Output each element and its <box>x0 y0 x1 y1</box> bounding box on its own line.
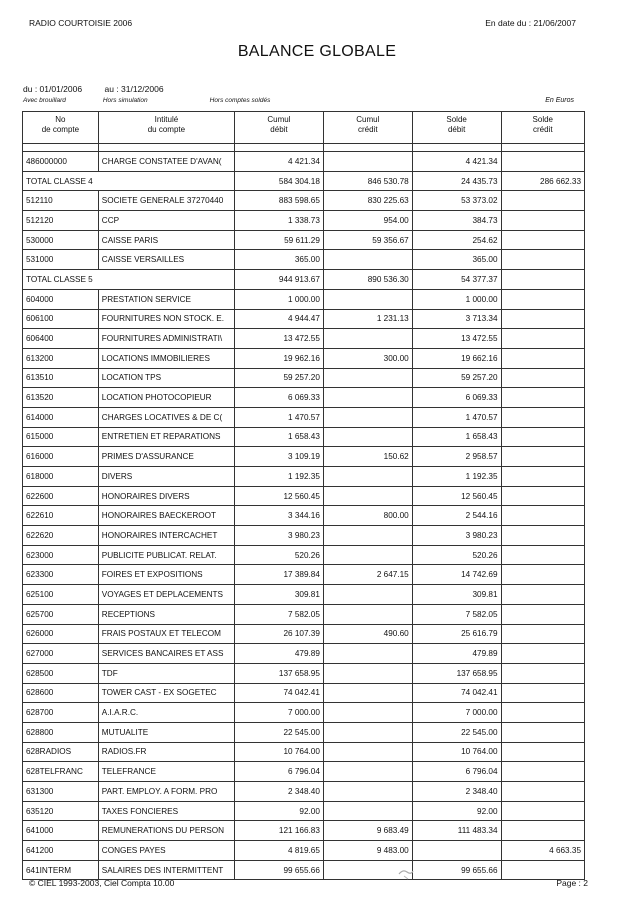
solde-debit-cell: 365.00 <box>412 250 501 270</box>
table-row <box>23 801 585 821</box>
account-label-cell: CHARGE CONSTATEE D'AVAN( <box>98 152 234 172</box>
solde-debit-cell: 92.00 <box>412 801 501 821</box>
account-no-cell: 512120 <box>23 211 99 231</box>
solde-credit-cell <box>501 348 584 368</box>
cumul-debit-cell: 365.00 <box>235 250 324 270</box>
col-header-line1: Cumul <box>267 115 291 124</box>
cumul-debit-cell: 17 389.84 <box>235 565 324 585</box>
account-label-cell: FRAIS POSTAUX ET TELECOM <box>98 624 234 644</box>
solde-debit-cell: 309.81 <box>412 585 501 605</box>
cumul-credit-cell <box>323 427 412 447</box>
col-header-line1: Solde <box>446 115 467 124</box>
solde-credit-cell: 4 663.35 <box>501 841 584 861</box>
cumul-credit-cell <box>323 722 412 742</box>
solde-debit-cell: 53 373.02 <box>412 191 501 211</box>
col-header-solde-credit <box>501 112 584 144</box>
col-header-line2: débit <box>270 125 288 134</box>
account-label-cell: CHARGES LOCATIVES & DE C( <box>98 407 234 427</box>
cumul-debit-cell: 4 944.47 <box>235 309 324 329</box>
period-range <box>23 84 184 94</box>
account-no-cell: 627000 <box>23 644 99 664</box>
account-label-cell: CCP <box>98 211 234 231</box>
cumul-debit-cell: 1 658.43 <box>235 427 324 447</box>
solde-debit-cell: 254.62 <box>412 230 501 250</box>
cumul-credit-cell: 59 356.67 <box>323 230 412 250</box>
account-label-cell: TAXES FONCIERES <box>98 801 234 821</box>
col-header-line2: crédit <box>532 125 553 134</box>
solde-debit-cell: 25 616.79 <box>412 624 501 644</box>
spacer-cell <box>23 144 99 152</box>
table-row <box>23 407 585 427</box>
account-no-cell: 628800 <box>23 722 99 742</box>
table-row <box>23 722 585 742</box>
account-label-cell: RADIOS.FR <box>98 742 234 762</box>
solde-debit-cell: 19 662.16 <box>412 348 501 368</box>
software-credit: © CIEL 1993-2003, Ciel Compta 10.00 <box>29 878 175 888</box>
account-no-cell: 635120 <box>23 801 99 821</box>
cumul-debit-cell: 137 658.95 <box>235 663 324 683</box>
account-label-cell: TELEFRANCE <box>98 762 234 782</box>
cumul-debit-cell: 13 472.55 <box>235 329 324 349</box>
col-header-line1: Solde <box>532 115 553 124</box>
account-label-cell: PRESTATION SERVICE <box>98 289 234 309</box>
cumul-debit-cell: 26 107.39 <box>235 624 324 644</box>
solde-credit-cell <box>501 565 584 585</box>
cumul-credit-cell <box>323 467 412 487</box>
total-row <box>23 270 585 290</box>
cumul-debit-cell: 121 166.83 <box>235 821 324 841</box>
account-label-cell: FOIRES ET EXPOSITIONS <box>98 565 234 585</box>
table-row <box>23 585 585 605</box>
solde-credit-cell <box>501 585 584 605</box>
solde-credit-cell <box>501 545 584 565</box>
cumul-debit-cell: 10 764.00 <box>235 742 324 762</box>
account-label-cell: VOYAGES ET DEPLACEMENTS <box>98 585 234 605</box>
spacer-cell <box>323 144 412 152</box>
cumul-credit-cell <box>323 683 412 703</box>
account-label-cell: HONORAIRES DIVERS <box>98 486 234 506</box>
solde-debit-cell: 1 658.43 <box>412 427 501 447</box>
table-row <box>23 348 585 368</box>
currency-label: En Euros <box>545 97 574 104</box>
cumul-debit-cell: 944 913.67 <box>235 270 324 290</box>
solde-debit-cell <box>412 841 501 861</box>
account-no-cell: 641INTERM <box>23 860 99 880</box>
cumul-debit-cell: 479.89 <box>235 644 324 664</box>
header-spacer-row <box>23 144 585 152</box>
table-row <box>23 545 585 565</box>
account-label-cell: HONORAIRES INTERCACHET <box>98 526 234 546</box>
account-no-cell: 604000 <box>23 289 99 309</box>
cumul-debit-cell: 4 819.65 <box>235 841 324 861</box>
cumul-credit-cell <box>323 152 412 172</box>
cumul-credit-cell <box>323 742 412 762</box>
cumul-credit-cell: 800.00 <box>323 506 412 526</box>
cumul-credit-cell <box>323 762 412 782</box>
solde-credit-cell <box>501 368 584 388</box>
account-no-cell: 641000 <box>23 821 99 841</box>
account-no-cell: 641200 <box>23 841 99 861</box>
cumul-credit-cell: 9 683.49 <box>323 821 412 841</box>
solde-debit-cell: 111 483.34 <box>412 821 501 841</box>
solde-debit-cell: 520.26 <box>412 545 501 565</box>
solde-debit-cell: 10 764.00 <box>412 742 501 762</box>
solde-credit-cell <box>501 289 584 309</box>
cumul-debit-cell: 6 796.04 <box>235 762 324 782</box>
account-no-cell: 614000 <box>23 407 99 427</box>
solde-credit-cell <box>501 270 584 290</box>
cumul-credit-cell: 890 536.30 <box>323 270 412 290</box>
solde-credit-cell <box>501 742 584 762</box>
account-no-cell: 623300 <box>23 565 99 585</box>
account-no-cell: 626000 <box>23 624 99 644</box>
solde-debit-cell: 1 192.35 <box>412 467 501 487</box>
account-no-cell: 628TELFRANC <box>23 762 99 782</box>
solde-credit-cell <box>501 407 584 427</box>
table-row <box>23 762 585 782</box>
col-header-line2: du compte <box>147 125 186 134</box>
table-row <box>23 368 585 388</box>
balance-table <box>22 111 585 880</box>
table-row <box>23 250 585 270</box>
solde-credit-cell <box>501 447 584 467</box>
col-header-line1: No <box>55 115 66 124</box>
cumul-debit-cell: 74 042.41 <box>235 683 324 703</box>
cumul-debit-cell: 59 257.20 <box>235 368 324 388</box>
spacer-cell <box>235 144 324 152</box>
solde-debit-cell: 3 713.34 <box>412 309 501 329</box>
account-no-cell: 613520 <box>23 388 99 408</box>
table-row <box>23 191 585 211</box>
account-label-cell: PUBLICITE PUBLICAT. RELAT. <box>98 545 234 565</box>
solde-credit-cell <box>501 309 584 329</box>
cumul-credit-cell <box>323 526 412 546</box>
cumul-credit-cell: 2 647.15 <box>323 565 412 585</box>
account-label-cell: CONGES PAYES <box>98 841 234 861</box>
total-label-cell: TOTAL CLASSE 4 <box>23 171 235 191</box>
cumul-debit-cell: 59 611.29 <box>235 230 324 250</box>
col-header-cumul-credit <box>323 112 412 144</box>
col-header-line2: de compte <box>41 125 80 134</box>
col-header-line1: Intitulé <box>154 115 179 124</box>
table-row <box>23 467 585 487</box>
cumul-credit-cell: 300.00 <box>323 348 412 368</box>
cumul-debit-cell: 12 560.45 <box>235 486 324 506</box>
solde-credit-cell <box>501 211 584 231</box>
solde-debit-cell: 6 796.04 <box>412 762 501 782</box>
cumul-debit-cell: 1 000.00 <box>235 289 324 309</box>
solde-debit-cell: 479.89 <box>412 644 501 664</box>
solde-debit-cell: 7 582.05 <box>412 604 501 624</box>
solde-credit-cell <box>501 230 584 250</box>
cumul-debit-cell: 4 421.34 <box>235 152 324 172</box>
account-label-cell: LOCATION PHOTOCOPIEUR <box>98 388 234 408</box>
cumul-credit-cell <box>323 585 412 605</box>
solde-debit-cell: 12 560.45 <box>412 486 501 506</box>
account-label-cell: MUTUALITE <box>98 722 234 742</box>
table-row <box>23 427 585 447</box>
account-label-cell: FOURNITURES NON STOCK. E. <box>98 309 234 329</box>
cumul-credit-cell: 830 225.63 <box>323 191 412 211</box>
scan-smudge-mark <box>397 866 415 880</box>
account-no-cell: 486000000 <box>23 152 99 172</box>
solde-debit-cell: 74 042.41 <box>412 683 501 703</box>
cumul-debit-cell: 1 192.35 <box>235 467 324 487</box>
account-no-cell: 606400 <box>23 329 99 349</box>
cumul-debit-cell: 3 344.16 <box>235 506 324 526</box>
solde-credit-cell <box>501 250 584 270</box>
report-date: En date du : 21/06/2007 <box>485 18 576 28</box>
account-label-cell: TDF <box>98 663 234 683</box>
account-no-cell: 628RADIOS <box>23 742 99 762</box>
solde-credit-cell <box>501 467 584 487</box>
total-row <box>23 171 585 191</box>
account-no-cell: 618000 <box>23 467 99 487</box>
solde-credit-cell <box>501 683 584 703</box>
account-label-cell: REMUNERATIONS DU PERSON <box>98 821 234 841</box>
account-no-cell: 615000 <box>23 427 99 447</box>
solde-debit-cell: 14 742.69 <box>412 565 501 585</box>
account-no-cell: 616000 <box>23 447 99 467</box>
option-soldes: Hors comptes soldés <box>209 97 271 104</box>
spacer-cell <box>98 144 234 152</box>
solde-credit-cell: 286 662.33 <box>501 171 584 191</box>
solde-credit-cell <box>501 152 584 172</box>
solde-debit-cell: 384.73 <box>412 211 501 231</box>
solde-debit-cell: 54 377.37 <box>412 270 501 290</box>
cumul-credit-cell: 1 231.13 <box>323 309 412 329</box>
account-label-cell: PART. EMPLOY. A FORM. PRO <box>98 782 234 802</box>
period-to: au : 31/12/2006 <box>104 84 164 94</box>
account-no-cell: 613200 <box>23 348 99 368</box>
cumul-debit-cell: 1 338.73 <box>235 211 324 231</box>
cumul-credit-cell <box>323 368 412 388</box>
account-no-cell: 625100 <box>23 585 99 605</box>
cumul-credit-cell <box>323 663 412 683</box>
col-header-account-no <box>23 112 99 144</box>
solde-credit-cell <box>501 782 584 802</box>
table-body <box>23 152 585 880</box>
table-row <box>23 526 585 546</box>
option-simulation: Hors simulation <box>102 97 148 104</box>
account-label-cell: SOCIETE GENERALE 37270440 <box>98 191 234 211</box>
total-label-cell: TOTAL CLASSE 5 <box>23 270 235 290</box>
col-header-label <box>98 112 234 144</box>
table-row <box>23 742 585 762</box>
cumul-debit-cell: 6 069.33 <box>235 388 324 408</box>
cumul-debit-cell: 99 655.66 <box>235 860 324 880</box>
account-label-cell: SERVICES BANCAIRES ET ASS <box>98 644 234 664</box>
cumul-credit-cell <box>323 329 412 349</box>
cumul-debit-cell: 22 545.00 <box>235 722 324 742</box>
account-label-cell: SALAIRES DES INTERMITTENT <box>98 860 234 880</box>
cumul-debit-cell: 7 000.00 <box>235 703 324 723</box>
table-row <box>23 230 585 250</box>
solde-credit-cell <box>501 801 584 821</box>
cumul-credit-cell <box>323 801 412 821</box>
solde-credit-cell <box>501 486 584 506</box>
solde-credit-cell <box>501 722 584 742</box>
solde-credit-cell <box>501 821 584 841</box>
table-row <box>23 388 585 408</box>
cumul-debit-cell: 883 598.65 <box>235 191 324 211</box>
account-label-cell: CAISSE PARIS <box>98 230 234 250</box>
solde-debit-cell: 4 421.34 <box>412 152 501 172</box>
account-no-cell: 606100 <box>23 309 99 329</box>
account-label-cell: DIVERS <box>98 467 234 487</box>
cumul-credit-cell <box>323 782 412 802</box>
account-no-cell: 625700 <box>23 604 99 624</box>
table-row <box>23 644 585 664</box>
spacer-cell <box>501 144 584 152</box>
cumul-credit-cell <box>323 486 412 506</box>
solde-credit-cell <box>501 624 584 644</box>
account-label-cell: PRIMES D'ASSURANCE <box>98 447 234 467</box>
option-brouillard: Avec brouillard <box>23 97 66 104</box>
col-header-line2: crédit <box>358 125 378 134</box>
account-no-cell: 622610 <box>23 506 99 526</box>
solde-credit-cell <box>501 644 584 664</box>
account-label-cell: RECEPTIONS <box>98 604 234 624</box>
solde-credit-cell <box>501 703 584 723</box>
account-label-cell: LOCATION TPS <box>98 368 234 388</box>
solde-debit-cell: 22 545.00 <box>412 722 501 742</box>
account-label-cell: HONORAIRES BAECKEROOT <box>98 506 234 526</box>
solde-debit-cell: 3 980.23 <box>412 526 501 546</box>
period-from: du : 01/01/2006 <box>23 84 83 94</box>
table-row <box>23 782 585 802</box>
account-label-cell: CAISSE VERSAILLES <box>98 250 234 270</box>
cumul-credit-cell <box>323 250 412 270</box>
solde-credit-cell <box>501 329 584 349</box>
solde-credit-cell <box>501 860 584 880</box>
solde-debit-cell: 1 470.57 <box>412 407 501 427</box>
company-name: RADIO COURTOISIE 2006 <box>29 18 133 28</box>
account-no-cell: 530000 <box>23 230 99 250</box>
report-options <box>23 97 270 104</box>
account-label-cell: TOWER CAST - EX SOGETEC <box>98 683 234 703</box>
solde-credit-cell <box>501 604 584 624</box>
solde-debit-cell: 59 257.20 <box>412 368 501 388</box>
cumul-credit-cell <box>323 604 412 624</box>
solde-credit-cell <box>501 191 584 211</box>
cumul-debit-cell: 520.26 <box>235 545 324 565</box>
col-header-cumul-debit <box>235 112 324 144</box>
account-no-cell: 531000 <box>23 250 99 270</box>
cumul-credit-cell: 9 483.00 <box>323 841 412 861</box>
table-row <box>23 486 585 506</box>
cumul-credit-cell <box>323 703 412 723</box>
solde-debit-cell: 6 069.33 <box>412 388 501 408</box>
solde-credit-cell <box>501 506 584 526</box>
cumul-credit-cell <box>323 289 412 309</box>
table-row <box>23 860 585 880</box>
cumul-debit-cell: 3 980.23 <box>235 526 324 546</box>
account-label-cell: LOCATIONS IMMOBILIERES <box>98 348 234 368</box>
table-row <box>23 447 585 467</box>
solde-debit-cell: 137 658.95 <box>412 663 501 683</box>
cumul-debit-cell: 7 582.05 <box>235 604 324 624</box>
table-row <box>23 329 585 349</box>
account-no-cell: 631300 <box>23 782 99 802</box>
col-header-line1: Cumul <box>356 115 380 124</box>
solde-credit-cell <box>501 762 584 782</box>
table-row <box>23 821 585 841</box>
solde-credit-cell <box>501 526 584 546</box>
table-row <box>23 506 585 526</box>
cumul-debit-cell: 3 109.19 <box>235 447 324 467</box>
table-row <box>23 309 585 329</box>
account-no-cell: 628700 <box>23 703 99 723</box>
solde-debit-cell: 99 655.66 <box>412 860 501 880</box>
account-no-cell: 613510 <box>23 368 99 388</box>
solde-debit-cell: 2 958.57 <box>412 447 501 467</box>
account-no-cell: 512110 <box>23 191 99 211</box>
cumul-debit-cell: 19 962.16 <box>235 348 324 368</box>
cumul-credit-cell <box>323 545 412 565</box>
account-label-cell: A.I.A.R.C. <box>98 703 234 723</box>
page-number: Page : 2 <box>556 878 588 888</box>
cumul-debit-cell: 2 348.40 <box>235 782 324 802</box>
solde-credit-cell <box>501 388 584 408</box>
solde-debit-cell: 1 000.00 <box>412 289 501 309</box>
solde-debit-cell: 2 348.40 <box>412 782 501 802</box>
cumul-credit-cell: 150.62 <box>323 447 412 467</box>
cumul-credit-cell <box>323 388 412 408</box>
cumul-credit-cell <box>323 644 412 664</box>
cumul-debit-cell: 309.81 <box>235 585 324 605</box>
solde-debit-cell: 24 435.73 <box>412 171 501 191</box>
cumul-credit-cell: 954.00 <box>323 211 412 231</box>
solde-credit-cell <box>501 427 584 447</box>
account-no-cell: 622620 <box>23 526 99 546</box>
table-header-row <box>23 112 585 144</box>
table-row <box>23 211 585 231</box>
spacer-cell <box>412 144 501 152</box>
account-no-cell: 622600 <box>23 486 99 506</box>
account-no-cell: 628500 <box>23 663 99 683</box>
solde-debit-cell: 2 544.16 <box>412 506 501 526</box>
table-row <box>23 703 585 723</box>
solde-debit-cell: 13 472.55 <box>412 329 501 349</box>
cumul-debit-cell: 584 304.18 <box>235 171 324 191</box>
table-row <box>23 152 585 172</box>
account-no-cell: 628600 <box>23 683 99 703</box>
cumul-credit-cell: 490.60 <box>323 624 412 644</box>
report-title: BALANCE GLOBALE <box>237 43 397 60</box>
solde-credit-cell <box>501 663 584 683</box>
table-row <box>23 565 585 585</box>
cumul-credit-cell <box>323 407 412 427</box>
account-label-cell: FOURNITURES ADMINISTRATI\ <box>98 329 234 349</box>
table-row <box>23 663 585 683</box>
cumul-credit-cell: 846 530.78 <box>323 171 412 191</box>
cumul-debit-cell: 92.00 <box>235 801 324 821</box>
account-no-cell: 623000 <box>23 545 99 565</box>
cumul-debit-cell: 1 470.57 <box>235 407 324 427</box>
table-row <box>23 289 585 309</box>
col-header-solde-debit <box>412 112 501 144</box>
table-row <box>23 841 585 861</box>
table-row <box>23 604 585 624</box>
solde-debit-cell: 7 000.00 <box>412 703 501 723</box>
account-label-cell: ENTRETIEN ET REPARATIONS <box>98 427 234 447</box>
table-row <box>23 624 585 644</box>
col-header-line2: débit <box>447 125 466 134</box>
table-row <box>23 683 585 703</box>
